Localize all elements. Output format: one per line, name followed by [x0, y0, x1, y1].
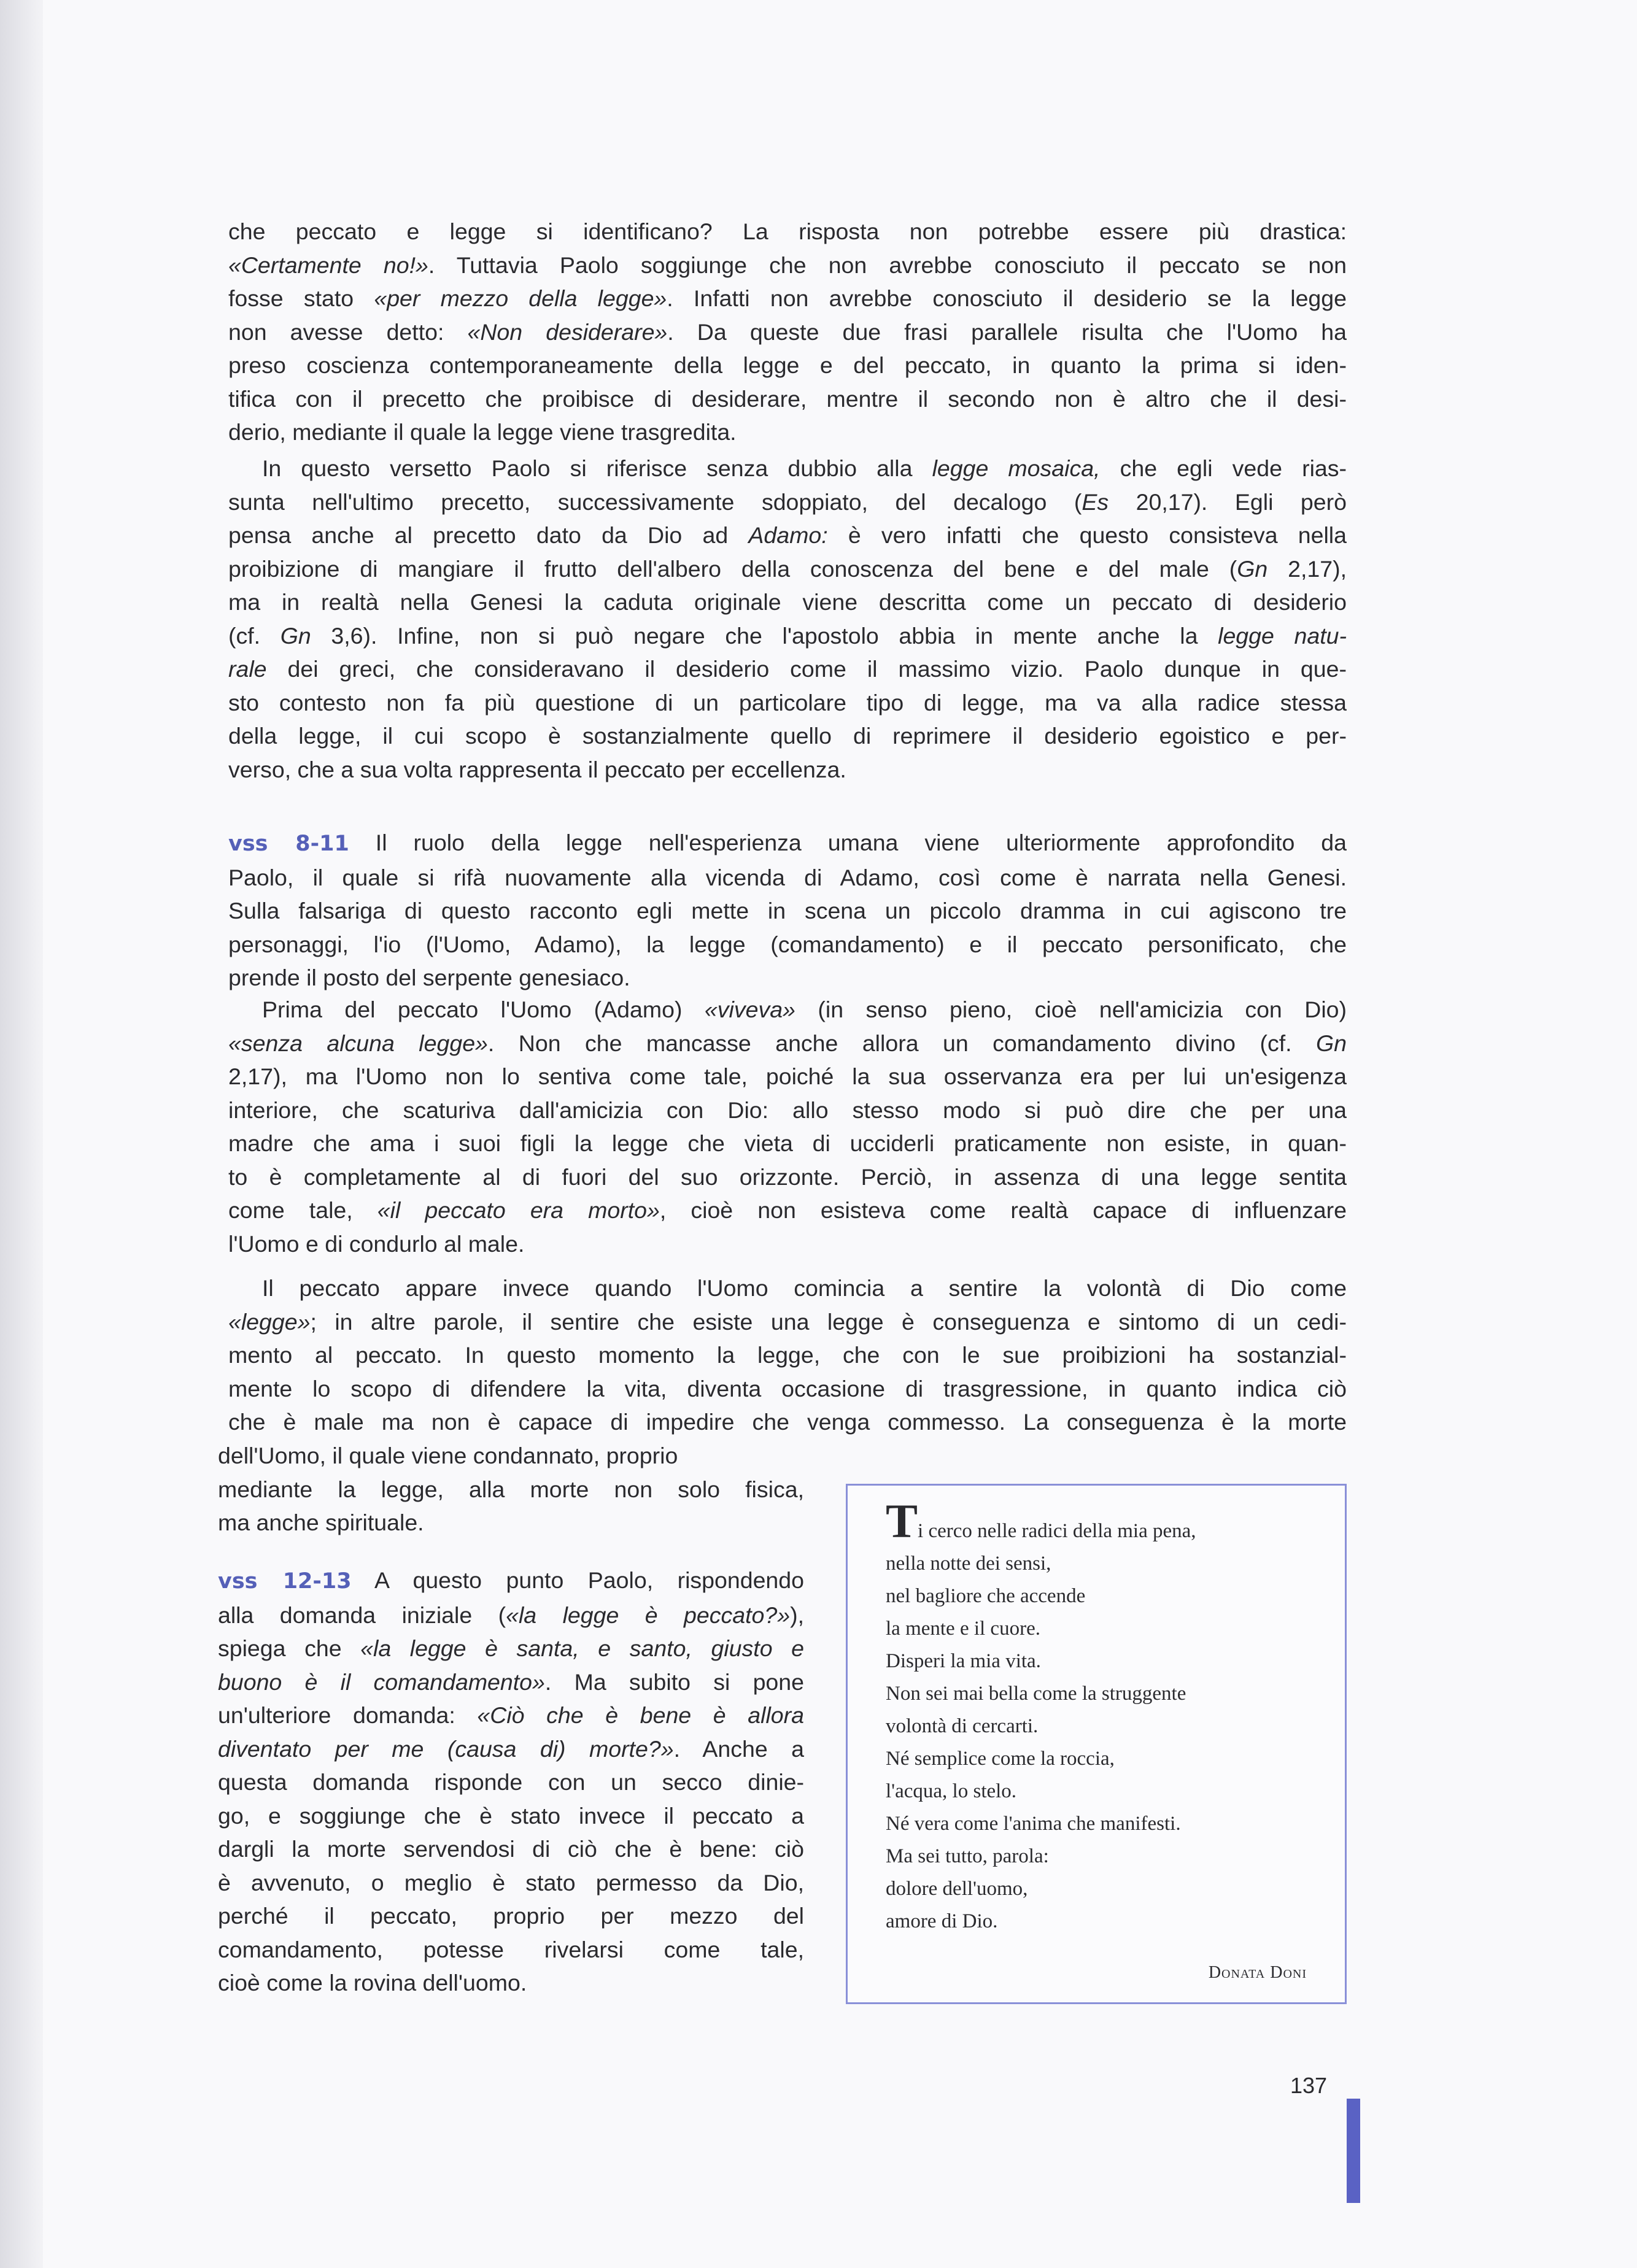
- line: [218, 1665, 804, 1699]
- line: mento al peccato. In questo momento la legge, che con le sue proibizioni ha sostanzial-: [228, 1342, 1347, 1368]
- line: [218, 1699, 804, 1732]
- emphasis: legge mosaica,: [932, 455, 1101, 481]
- poem-line: Non sei mai bella come la struggente: [886, 1683, 1186, 1705]
- line: [228, 619, 1347, 653]
- reference: Gn: [1315, 1030, 1347, 1056]
- line: [228, 1194, 1347, 1227]
- line: questa domanda risponde con un secco dinie-: [218, 1769, 804, 1795]
- line: [228, 315, 1347, 349]
- drop-cap: T: [886, 1494, 918, 1548]
- emphasis: rale: [228, 656, 267, 682]
- text: un'ulteriore domanda:: [218, 1702, 478, 1728]
- poem-line: la mente e il cuore.: [886, 1618, 1040, 1640]
- line: [228, 652, 1347, 686]
- verse-heading: vss 12-13: [218, 1569, 352, 1594]
- paragraph-6: [218, 1564, 804, 2000]
- poem-author: Donata Doni: [1208, 1963, 1307, 1982]
- line: personaggi, l'io (l'Uomo, Adamo), la legge (comandamento) e il peccato personificato, che: [228, 931, 1347, 957]
- poem-line: amore di Dio.: [886, 1910, 998, 1932]
- quote: «Ciò che è bene è allora: [477, 1702, 804, 1728]
- line: ma in realtà nella Genesi la caduta originale viene descritta come un peccato di desiderio: [228, 589, 1347, 615]
- line: Il peccato appare invece quando l'Uomo comincia a sentire la volontà di Dio come: [262, 1275, 1347, 1301]
- quote: «il peccato era morto»: [377, 1197, 660, 1223]
- paragraph-5: [228, 1271, 1347, 1439]
- paragraph-1: [228, 215, 1347, 449]
- line: [228, 993, 1347, 1027]
- poem-line: volontà di cercarti.: [886, 1715, 1039, 1737]
- text: proibizione di mangiare il frutto dell'albero della conoscenza del bene e del male (: [228, 555, 1237, 582]
- poem-line: Né vera come l'anima che manifesti.: [886, 1813, 1181, 1835]
- quote: «legge»: [228, 1308, 311, 1335]
- line: della legge, il cui scopo è sostanzialmente quello di reprimere il desiderio egoistico e per-: [228, 723, 1347, 749]
- poem-line: Ma sei tutto, parola:: [886, 1845, 1049, 1867]
- poem-line: Disperi la mia vita.: [886, 1650, 1041, 1672]
- edge-tab: [1347, 2099, 1360, 2203]
- line: [218, 1599, 804, 1632]
- line: [228, 249, 1347, 282]
- text: che egli vede rias-: [1100, 455, 1347, 481]
- text: Il ruolo della legge nell'esperienza umana viene ulteriormente approfondito da: [349, 830, 1347, 855]
- text: (in senso pieno, cioè nell'amicizia con Dio): [795, 997, 1347, 1022]
- line: tifica con il precetto che proibisce di desiderare, mentre il secondo non è altro che il desi-: [228, 385, 1347, 412]
- line: [228, 282, 1347, 315]
- text: 20,17). Egli però: [1109, 488, 1347, 515]
- line: dargli la morte servendosi di ciò che è bene: ciò: [218, 1836, 804, 1862]
- paragraph-4: [228, 993, 1347, 1260]
- text: è vero infatti che questo consisteva nella: [827, 522, 1347, 548]
- line: interiore, che scaturiva dall'amicizia con Dio: allo stesso modo si può dire che per una: [228, 1097, 1347, 1123]
- text: 3,6). Infine, non si può negare che l'apostolo abbia in mente anche la: [311, 622, 1218, 649]
- line: [228, 452, 1347, 485]
- line: [228, 485, 1347, 519]
- line: [228, 1305, 1347, 1339]
- line: [218, 1732, 804, 1766]
- line: ma anche spirituale.: [218, 1510, 424, 1535]
- text: spiega che: [218, 1635, 361, 1661]
- line: to è completamente al di fuori del suo orizzonte. Perciò, in assenza di una legge sentita: [228, 1163, 1347, 1190]
- line: [218, 1564, 804, 1599]
- text: pensa anche al precetto dato da Dio ad: [228, 522, 749, 548]
- quote: «per mezzo della legge»: [374, 285, 667, 311]
- line: [228, 826, 1347, 861]
- text: non avesse detto:: [228, 318, 468, 345]
- text: . Ma subito si pone: [544, 1668, 804, 1695]
- poem-box: [846, 1484, 1347, 2004]
- text: dei greci, che consideravano il desiderio come il massimo vizio. Paolo dunque in que-: [266, 656, 1347, 682]
- paragraph-2: [228, 452, 1347, 786]
- text: . Infatti non avrebbe conosciuto il desiderio se la legge: [667, 285, 1347, 311]
- poem-line: nel bagliore che accende: [886, 1585, 1086, 1607]
- text: ),: [790, 1602, 804, 1628]
- quote: «Non desiderare»: [467, 318, 668, 345]
- paragraph-3: [228, 826, 1347, 995]
- poem-line: [886, 1494, 1328, 1548]
- poem-line: l'acqua, lo stelo.: [886, 1780, 1017, 1802]
- text: ; in altre parole, il sentire che esiste una legge è conseguenza e sintomo di un cedi-: [310, 1308, 1347, 1335]
- page-number: 137: [1290, 2073, 1328, 2098]
- poem: [886, 1494, 1328, 1938]
- line: sto contesto non fa più questione di un particolare tipo di legge, ma va alla radice stessa: [228, 689, 1347, 716]
- emphasis: Adamo:: [748, 522, 828, 548]
- poem-line: dolore dell'uomo,: [886, 1878, 1028, 1900]
- line: che peccato e legge si identificano? La risposta non potrebbe essere più drastica:: [228, 218, 1347, 244]
- text: come tale,: [228, 1197, 377, 1223]
- quote: buono è il comandamento»: [218, 1668, 545, 1695]
- line: [228, 1027, 1347, 1060]
- reference: Gn: [280, 622, 311, 649]
- gutter-shadow: [0, 0, 43, 2268]
- paragraph-5-continued: [218, 1439, 804, 1540]
- line: preso coscienza contemporaneamente della legge e del peccato, in quanto la prima si iden-: [228, 352, 1347, 378]
- text: alla domanda iniziale (: [218, 1602, 506, 1628]
- poem-line: nella notte dei sensi,: [886, 1552, 1051, 1575]
- text: , cioè non esisteva come realtà capace di influenzare: [659, 1197, 1347, 1223]
- line: 2,17), ma l'Uomo non lo sentiva come tale, poiché la sua osservanza era per lui un'esigenza: [228, 1063, 1347, 1089]
- line: l'Uomo e di condurlo al male.: [228, 1230, 525, 1257]
- line: è avvenuto, o meglio è stato permesso da Dio,: [218, 1869, 804, 1896]
- line: prende il posto del serpente genesiaco.: [228, 965, 630, 990]
- line: verso, che a sua volta rappresenta il peccato per eccellenza.: [228, 756, 846, 782]
- reference: Es: [1082, 488, 1109, 515]
- text: . Non che mancasse anche allora un comandamento divino (cf.: [487, 1030, 1316, 1056]
- line: comandamento, potesse rivelarsi come tale,: [218, 1936, 804, 1962]
- quote: «Certamente no!»: [228, 252, 428, 278]
- line: [218, 1632, 804, 1665]
- line: derio, mediante il quale la legge viene trasgredita.: [228, 419, 737, 445]
- text: i cerco nelle radici della mia pena,: [918, 1520, 1196, 1542]
- line: mente lo scopo di difendere la vita, diventa occasione di trasgressione, in quanto indica ciò: [228, 1375, 1347, 1402]
- line: [228, 552, 1347, 586]
- line: madre che ama i suoi figli la legge che vieta di ucciderli praticamente non esiste, in quan-: [228, 1130, 1347, 1156]
- text: (cf.: [228, 622, 281, 649]
- text: . Anche a: [673, 1735, 805, 1762]
- line: che è male ma non è capace di impedire che venga commesso. La conseguenza è la morte: [228, 1409, 1347, 1435]
- text: fosse stato: [228, 285, 374, 311]
- verse-heading: vss 8-11: [228, 831, 349, 856]
- line: go, e soggiunge che è stato invece il peccato a: [218, 1802, 804, 1829]
- text: sunta nell'ultimo precetto, successivamente sdoppiato, del decalogo (: [228, 488, 1082, 515]
- quote: diventato per me (causa di) morte?»: [218, 1735, 674, 1762]
- text: 2,17),: [1267, 555, 1347, 582]
- text: In questo versetto Paolo si riferisce senza dubbio alla: [262, 455, 932, 481]
- text: A questo punto Paolo, rispondendo: [351, 1567, 804, 1593]
- emphasis: legge natu-: [1218, 622, 1347, 649]
- quote: «senza alcuna legge»: [228, 1030, 488, 1056]
- quote: «viveva»: [704, 997, 795, 1022]
- quote: «la legge è santa, e santo, giusto e: [360, 1635, 804, 1661]
- line: Sulla falsariga di questo racconto egli mette in scena un piccolo dramma in cui agiscono tre: [228, 898, 1347, 924]
- text: Prima del peccato l'Uomo (Adamo): [262, 997, 705, 1022]
- line: mediante la legge, alla morte non solo fisica,: [218, 1476, 804, 1502]
- poem-line: Né semplice come la roccia,: [886, 1748, 1115, 1770]
- reference: Gn: [1237, 555, 1268, 582]
- line: cioè come la rovina dell'uomo.: [218, 1970, 527, 1996]
- line: perché il peccato, proprio per mezzo del: [218, 1903, 804, 1929]
- quote: «la legge è peccato?»: [506, 1602, 791, 1628]
- line: [228, 519, 1347, 552]
- line: Paolo, il quale si rifà nuovamente alla vicenda di Adamo, così come è narrata nella Genesi.: [228, 864, 1347, 890]
- line: dell'Uomo, il quale viene condannato, proprio: [218, 1443, 678, 1468]
- text: . Tuttavia Paolo soggiunge che non avrebbe conosciuto il peccato se non: [428, 252, 1347, 278]
- text: . Da queste due frasi parallele risulta che l'Uomo ha: [667, 318, 1347, 345]
